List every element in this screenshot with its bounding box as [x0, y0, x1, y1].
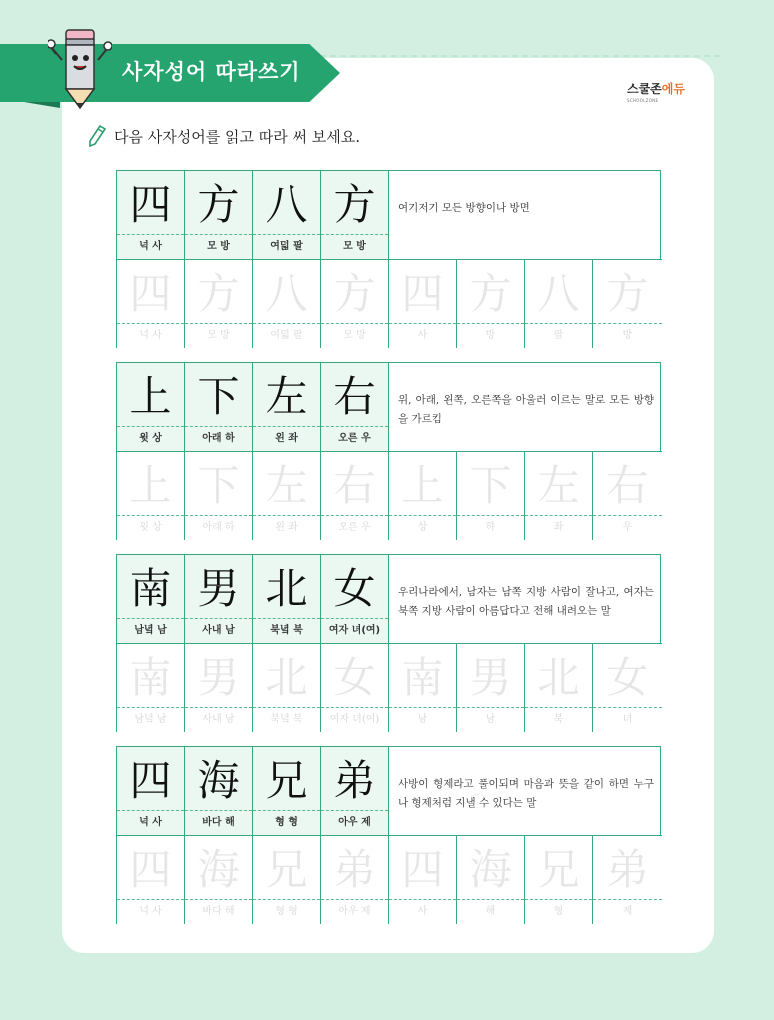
hanja-character: 南 — [129, 564, 172, 613]
trace-reading: 남 — [389, 707, 456, 732]
trace-reading: 넉 사 — [117, 899, 184, 924]
trace-hanja: 左 — [265, 461, 308, 510]
tracing-cell[interactable] — [525, 452, 593, 540]
trace-hanja: 下 — [197, 461, 240, 510]
tracing-cell[interactable] — [253, 644, 321, 732]
model-char-cell — [185, 171, 253, 260]
trace-hanja: 方 — [197, 269, 240, 318]
tracing-cell[interactable] — [457, 644, 525, 732]
trace-hanja: 右 — [606, 461, 649, 510]
hanja-character: 海 — [197, 756, 240, 805]
hanja-reading: 모 방 — [185, 234, 252, 259]
tracing-cell[interactable] — [117, 452, 185, 540]
hanja-reading: 형 형 — [253, 810, 320, 835]
tracing-cell[interactable] — [525, 644, 593, 732]
hanja-reading: 여덟 팔 — [253, 234, 320, 259]
hanja-reading: 모 방 — [321, 234, 388, 259]
trace-reading: 북녘 북 — [253, 707, 320, 732]
trace-hanja: 兄 — [265, 845, 308, 894]
trace-hanja: 海 — [469, 845, 512, 894]
hanja-character: 兄 — [265, 756, 308, 805]
tracing-cell[interactable] — [185, 836, 253, 924]
tracing-cell[interactable] — [593, 836, 662, 924]
hanja-reading: 윗 상 — [117, 426, 184, 451]
hanja-character: 右 — [333, 372, 376, 421]
decorative-dashed-line — [300, 55, 720, 57]
hanja-reading: 아래 하 — [185, 426, 252, 451]
idiom-block — [116, 362, 661, 540]
tracing-cell[interactable] — [117, 836, 185, 924]
trace-reading: 좌 — [525, 515, 592, 540]
trace-reading: 아래 하 — [185, 515, 252, 540]
trace-reading: 우 — [593, 515, 662, 540]
trace-reading: 바다 해 — [185, 899, 252, 924]
model-char-cell — [321, 555, 389, 644]
trace-hanja: 北 — [265, 653, 308, 702]
trace-reading: 모 방 — [185, 323, 252, 348]
model-char-cell — [185, 747, 253, 836]
page-title: 사자성어 따라쓰기 — [122, 60, 301, 84]
trace-reading: 아우 제 — [321, 899, 388, 924]
model-char-cell — [253, 363, 321, 452]
tracing-cell[interactable] — [185, 452, 253, 540]
model-char-cell — [321, 363, 389, 452]
tracing-cell[interactable] — [117, 644, 185, 732]
trace-hanja: 四 — [401, 269, 444, 318]
trace-hanja: 上 — [401, 461, 444, 510]
hanja-character: 四 — [129, 756, 172, 805]
model-char-cell — [117, 171, 185, 260]
tracing-cell[interactable] — [525, 260, 593, 348]
trace-reading: 넉 사 — [117, 323, 184, 348]
tracing-cell[interactable] — [117, 260, 185, 348]
tracing-cell[interactable] — [389, 644, 457, 732]
hanja-reading: 남녘 남 — [117, 618, 184, 643]
trace-hanja: 方 — [606, 269, 649, 318]
trace-reading: 윗 상 — [117, 515, 184, 540]
trace-reading: 방 — [457, 323, 524, 348]
trace-reading: 상 — [389, 515, 456, 540]
trace-hanja: 四 — [129, 269, 172, 318]
hanja-reading: 북녘 북 — [253, 618, 320, 643]
hanja-character: 女 — [333, 564, 376, 613]
hanja-character: 八 — [265, 180, 308, 229]
hanja-reading: 왼 좌 — [253, 426, 320, 451]
tracing-cell[interactable] — [389, 260, 457, 348]
instruction — [88, 124, 360, 148]
trace-reading: 여자 녀(여) — [321, 707, 388, 732]
trace-reading: 남 — [457, 707, 524, 732]
trace-hanja: 四 — [129, 845, 172, 894]
trace-hanja: 左 — [537, 461, 580, 510]
tracing-cell[interactable] — [593, 644, 662, 732]
trace-hanja: 方 — [333, 269, 376, 318]
tracing-cell[interactable] — [185, 644, 253, 732]
model-char-cell — [185, 555, 253, 644]
hanja-reading: 오른 우 — [321, 426, 388, 451]
tracing-cell[interactable] — [321, 452, 389, 540]
hanja-reading: 아우 제 — [321, 810, 388, 835]
tracing-cell[interactable] — [253, 452, 321, 540]
trace-hanja: 弟 — [606, 845, 649, 894]
hanja-character: 方 — [333, 180, 376, 229]
model-char-cell — [321, 171, 389, 260]
idiom-meaning: 사방이 형제라고 풀이되며 마음과 뜻을 같이 하면 누구나 형제처럼 지낼 수 있다는 말 — [389, 747, 662, 836]
hanja-character: 左 — [265, 372, 308, 421]
trace-reading: 녀 — [593, 707, 662, 732]
hanja-character: 下 — [197, 372, 240, 421]
trace-hanja: 女 — [333, 653, 376, 702]
trace-reading: 사 — [389, 899, 456, 924]
trace-hanja: 弟 — [333, 845, 376, 894]
model-char-cell — [253, 747, 321, 836]
trace-reading: 사 — [389, 323, 456, 348]
trace-reading: 형 형 — [253, 899, 320, 924]
trace-hanja: 兄 — [537, 845, 580, 894]
tracing-cell[interactable] — [389, 452, 457, 540]
tracing-cell[interactable] — [593, 260, 662, 348]
trace-reading: 왼 좌 — [253, 515, 320, 540]
pencil-icon — [88, 125, 106, 147]
hanja-character: 四 — [129, 180, 172, 229]
tracing-cell[interactable] — [457, 260, 525, 348]
hanja-character: 弟 — [333, 756, 376, 805]
trace-reading: 하 — [457, 515, 524, 540]
model-char-cell — [117, 555, 185, 644]
hanja-character: 方 — [197, 180, 240, 229]
tracing-cell[interactable] — [321, 644, 389, 732]
tracing-cell[interactable] — [185, 260, 253, 348]
trace-hanja: 方 — [469, 269, 512, 318]
hanja-character: 男 — [197, 564, 240, 613]
tracing-cell[interactable] — [321, 836, 389, 924]
trace-reading: 사내 남 — [185, 707, 252, 732]
trace-reading: 팔 — [525, 323, 592, 348]
hanja-reading: 넉 사 — [117, 234, 184, 259]
model-char-cell — [253, 555, 321, 644]
trace-reading: 모 방 — [321, 323, 388, 348]
model-char-cell — [321, 747, 389, 836]
tracing-cell[interactable] — [253, 836, 321, 924]
idiom-block — [116, 170, 661, 348]
trace-reading: 남녘 남 — [117, 707, 184, 732]
idiom-meaning: 위, 아래, 왼쪽, 오른쪽을 아울러 이르는 말로 모든 방향을 가르킴 — [389, 363, 662, 452]
trace-reading: 오른 우 — [321, 515, 388, 540]
model-char-cell — [117, 747, 185, 836]
trace-hanja: 海 — [197, 845, 240, 894]
tracing-cell[interactable] — [253, 260, 321, 348]
hanja-reading: 바다 해 — [185, 810, 252, 835]
instruction-text: 다음 사자성어를 읽고 따라 써 보세요. — [114, 127, 360, 146]
trace-reading: 제 — [593, 899, 662, 924]
idiom-meaning: 여기저기 모든 방향이나 방면 — [389, 171, 662, 260]
tracing-cell[interactable] — [593, 452, 662, 540]
tracing-cell[interactable] — [321, 260, 389, 348]
hanja-character: 上 — [129, 372, 172, 421]
tracing-cell[interactable] — [457, 836, 525, 924]
trace-hanja: 北 — [537, 653, 580, 702]
model-char-cell — [253, 171, 321, 260]
trace-hanja: 四 — [401, 845, 444, 894]
model-char-cell — [117, 363, 185, 452]
trace-hanja: 南 — [129, 653, 172, 702]
pencil-mascot-icon — [48, 24, 112, 112]
hanja-reading: 넉 사 — [117, 810, 184, 835]
tracing-cell[interactable] — [389, 836, 457, 924]
trace-hanja: 女 — [606, 653, 649, 702]
trace-reading: 여덟 팔 — [253, 323, 320, 348]
hanja-reading: 사내 남 — [185, 618, 252, 643]
trace-reading: 북 — [525, 707, 592, 732]
trace-hanja: 八 — [265, 269, 308, 318]
idiom-meaning: 우리나라에서, 남자는 남쪽 지방 사람이 잘나고, 여자는 북쪽 지방 사람이 아름답다고 전해 내려오는 말 — [389, 555, 662, 644]
trace-hanja: 男 — [197, 653, 240, 702]
trace-hanja: 八 — [537, 269, 580, 318]
tracing-cell[interactable] — [457, 452, 525, 540]
brand-logo: 스쿨존에듀 SCHOOLZONE — [627, 82, 685, 103]
tracing-cell[interactable] — [525, 836, 593, 924]
hanja-reading: 여자 녀(여) — [321, 618, 388, 643]
trace-reading: 방 — [593, 323, 662, 348]
trace-reading: 해 — [457, 899, 524, 924]
hanja-character: 北 — [265, 564, 308, 613]
trace-hanja: 南 — [401, 653, 444, 702]
trace-hanja: 上 — [129, 461, 172, 510]
idiom-block — [116, 746, 661, 924]
trace-reading: 형 — [525, 899, 592, 924]
trace-hanja: 右 — [333, 461, 376, 510]
trace-hanja: 男 — [469, 653, 512, 702]
trace-hanja: 下 — [469, 461, 512, 510]
idiom-block — [116, 554, 661, 732]
model-char-cell — [185, 363, 253, 452]
